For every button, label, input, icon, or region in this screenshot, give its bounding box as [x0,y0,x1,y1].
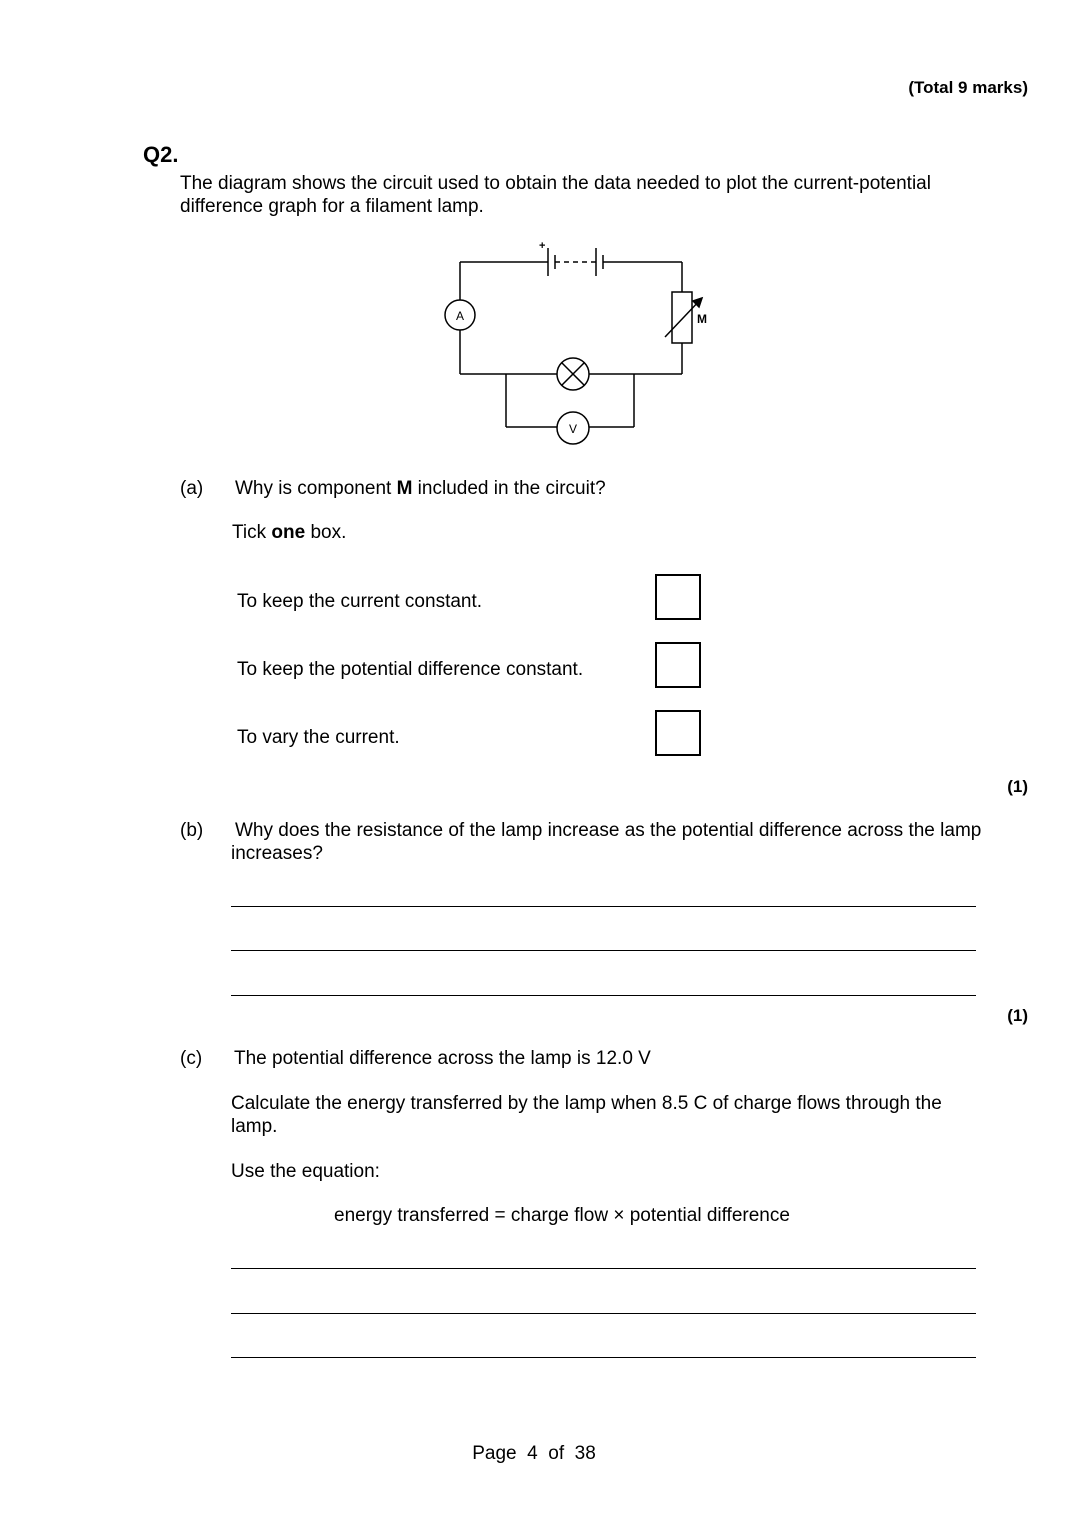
question-intro: The diagram shows the circuit used to obtain the data needed to plot the current-potential difference graph for a filament lamp. [180,173,931,217]
component-m-label: M [697,312,707,326]
total-marks: (Total 9 marks) [908,78,1028,97]
option-text-1: To keep the current constant. [237,591,483,612]
answer-line-b3[interactable] [231,995,976,996]
question-number: Q2. [143,142,179,167]
tick-box-1[interactable] [655,574,701,620]
part-c-label: (c) [180,1048,203,1069]
option-text-3: To vary the current. [237,727,400,748]
option-text-2: To keep the potential difference constant. [237,659,584,680]
part-a-label: (a) [180,478,204,499]
part-b-label: (b) [180,820,204,841]
answer-line-b1[interactable] [231,906,976,907]
part-c-statement: The potential difference across the lamp is 12.0 V [234,1048,651,1069]
part-b-question: Why does the resistance of the lamp increase as the potential difference across the lamp increases? [231,820,982,864]
part-a-instruction: Tick one box. [232,522,347,543]
tick-box-3[interactable] [655,710,701,756]
part-c-instruction: Use the equation: [231,1161,380,1182]
ammeter-label: A [455,309,465,323]
answer-line-b2[interactable] [231,950,976,951]
circuit-diagram [440,235,720,450]
page-number: Page 4 of 38 [472,1443,596,1464]
part-a-question: Why is component M included in the circuit? [235,478,606,499]
equation: energy transferred = charge flow × potential difference [334,1205,790,1226]
part-c-question: Calculate the energy transferred by the lamp when 8.5 C of charge flows through the lamp. [231,1093,942,1137]
answer-line-c3[interactable] [231,1357,976,1358]
voltmeter-label: V [568,422,578,436]
part-b-marks: (1) [1007,1006,1028,1025]
answer-line-c1[interactable] [231,1268,976,1269]
answer-line-c2[interactable] [231,1313,976,1314]
battery-plus-label: + [539,240,546,252]
variable-resistor-symbol [672,292,692,343]
tick-box-2[interactable] [655,642,701,688]
part-a-marks: (1) [1007,777,1028,796]
